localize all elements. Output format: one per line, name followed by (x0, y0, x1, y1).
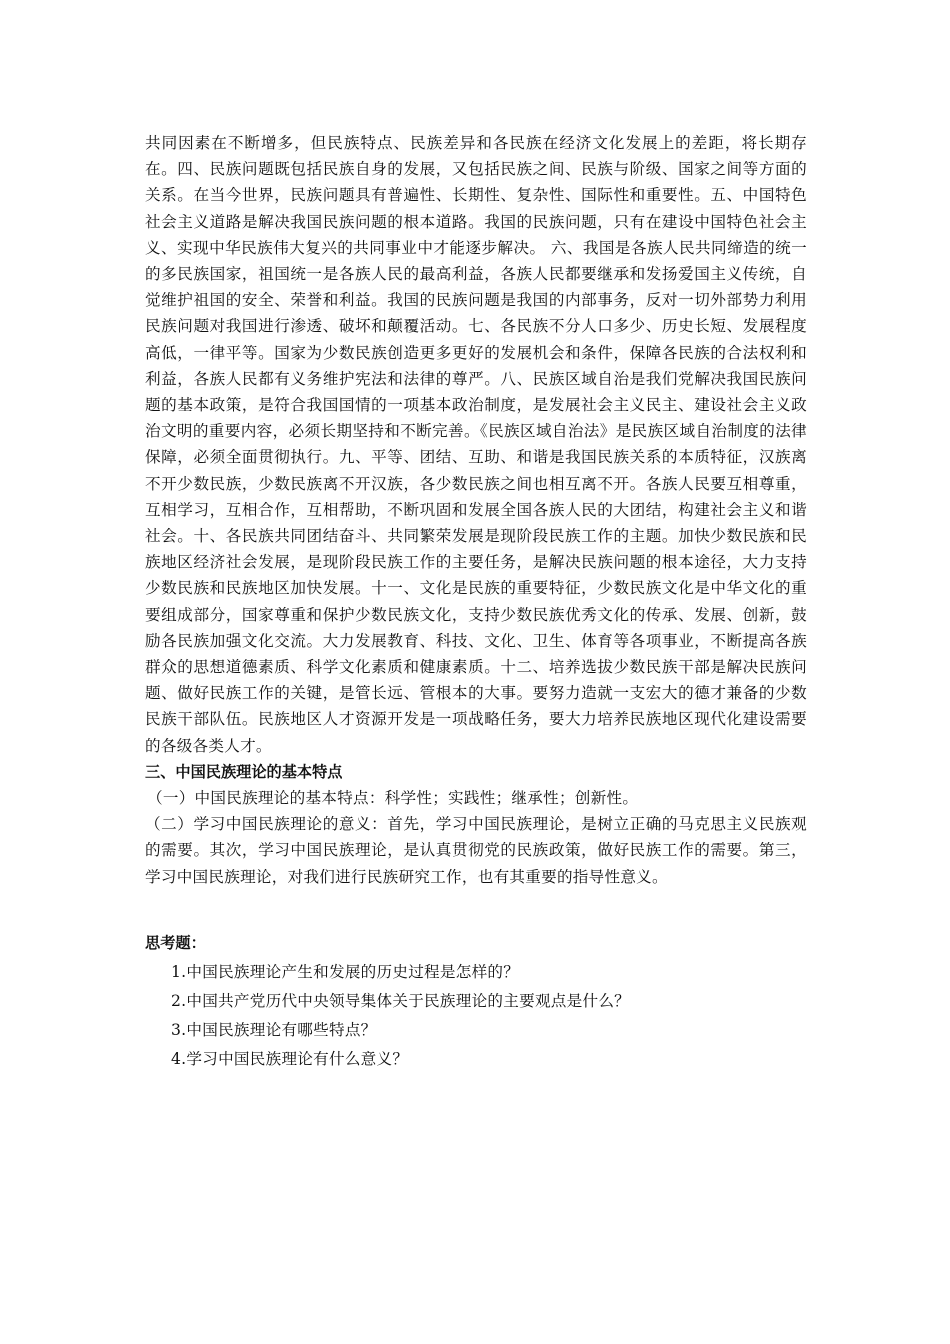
section-spacer (145, 890, 807, 930)
question-item: 1.中国民族理论产生和发展的历史过程是怎样的？ (171, 963, 520, 982)
question-list (145, 958, 807, 1074)
sub-paragraph-characteristics: （一）中国民族理论的基本特点：科学性；实践性；继承性；创新性。 (147, 789, 639, 808)
question-item: 4.学习中国民族理论有什么意义？ (171, 1050, 409, 1069)
body-paragraph: 共同因素在不断增多，但民族特点、民族差异和各民族在经济文化发展上的差距，将长期存在。四、民族问题既包括民族自身的发展，又包括民族之间、民族与阶级、国家之间等方面的关系。在当今世界，民族问题具有普遍性、长期性、复杂性、国际性和重要性。五、中国特色社会主义道路是解决我国民族问题的根本道路。我国的民族问题，只有在建设中国特色社会主义、实现中华民族伟大复兴的共同事业中才能逐步解决。 六、我国是各族人民共同缔造的统一的多民族国家，祖国统一是各族人民的最高利益，各族人民都要继承和发扬爱国主义传统，自觉维护祖国的安全、荣誉和利益。我国的民族问题是我国的内部事务，反对一切外部势力利用民族问题对我国进行渗透、破坏和颠覆活动。七、各民族不分人口多少、历史长短、发展程度高低，一律平等。国家为少数民族创造更多更好的发展机会和条件，保障各民族的合法权利和利益，各族人民都有义务维护宪法和法律的尊严。八、民族区域自治是我们党解决我国民族问题的基本政策，是符合我国国情的一项基本政治制度，是发展社会主义民主、建设社会主义政治文明的重要内容，必须长期坚持和不断完善。《民族区域自治法》是民族区域自治制度的法律保障，必须全面贯彻执行。九、平等、团结、互助、和谐是我国民族关系的本质特征，汉族离不开少数民族，少数民族离不开汉族，各少数民族之间也相互离不开。各族人民要互相尊重，互相学习，互相合作，互相帮助，不断巩固和发展全国各族人民的大团结，构建社会主义和谐社会。十、各民族共同团结奋斗、共同繁荣发展是现阶段民族工作的主题。加快少数民族和民族地区经济社会发展，是现阶段民族工作的主要任务，是解决民族问题的根本途径，大力支持少数民族和民族地区加快发展。十一、文化是民族的重要特征，少数民族文化是中华文化的重要组成部分，国家尊重和保护少数民族文化，支持少数民族优秀文化的传承、发展、创新，鼓励各民族加强文化交流。大力发展教育、科技、文化、卫生、体育等各项事业，不断提高各族群众的思想道德素质、科学文化素质和健康素质。十二、培养选拔少数民族干部是解决民族问题、做好民族工作的关键，是管长远、管根本的大事。要努力造就一支宏大的德才兼备的少数民族干部队伍。民族地区人才资源开发是一项战略任务，要大力培养民族地区现代化建设需要的各级各类人才。 (145, 134, 807, 755)
question-item: 3.中国民族理论有哪些特点？ (171, 1021, 377, 1040)
sub-paragraph-significance: （二）学习中国民族理论的意义：首先，学习中国民族理论，是树立正确的马克思主义民族观的需要。其次，学习中国民族理论，是认真贯彻党的民族政策，做好民族工作的需要。第三，学习中国民族理论，对我们进行民族研究工作，也有其重要的指导性意义。 (145, 815, 807, 886)
questions-heading: 思考题： (145, 933, 206, 952)
document-content (145, 130, 807, 1074)
question-item: 2.中国共产党历代中央领导集体关于民族理论的主要观点是什么？ (171, 992, 631, 1011)
section-heading: 三、中国民族理论的基本特点 (145, 762, 343, 781)
